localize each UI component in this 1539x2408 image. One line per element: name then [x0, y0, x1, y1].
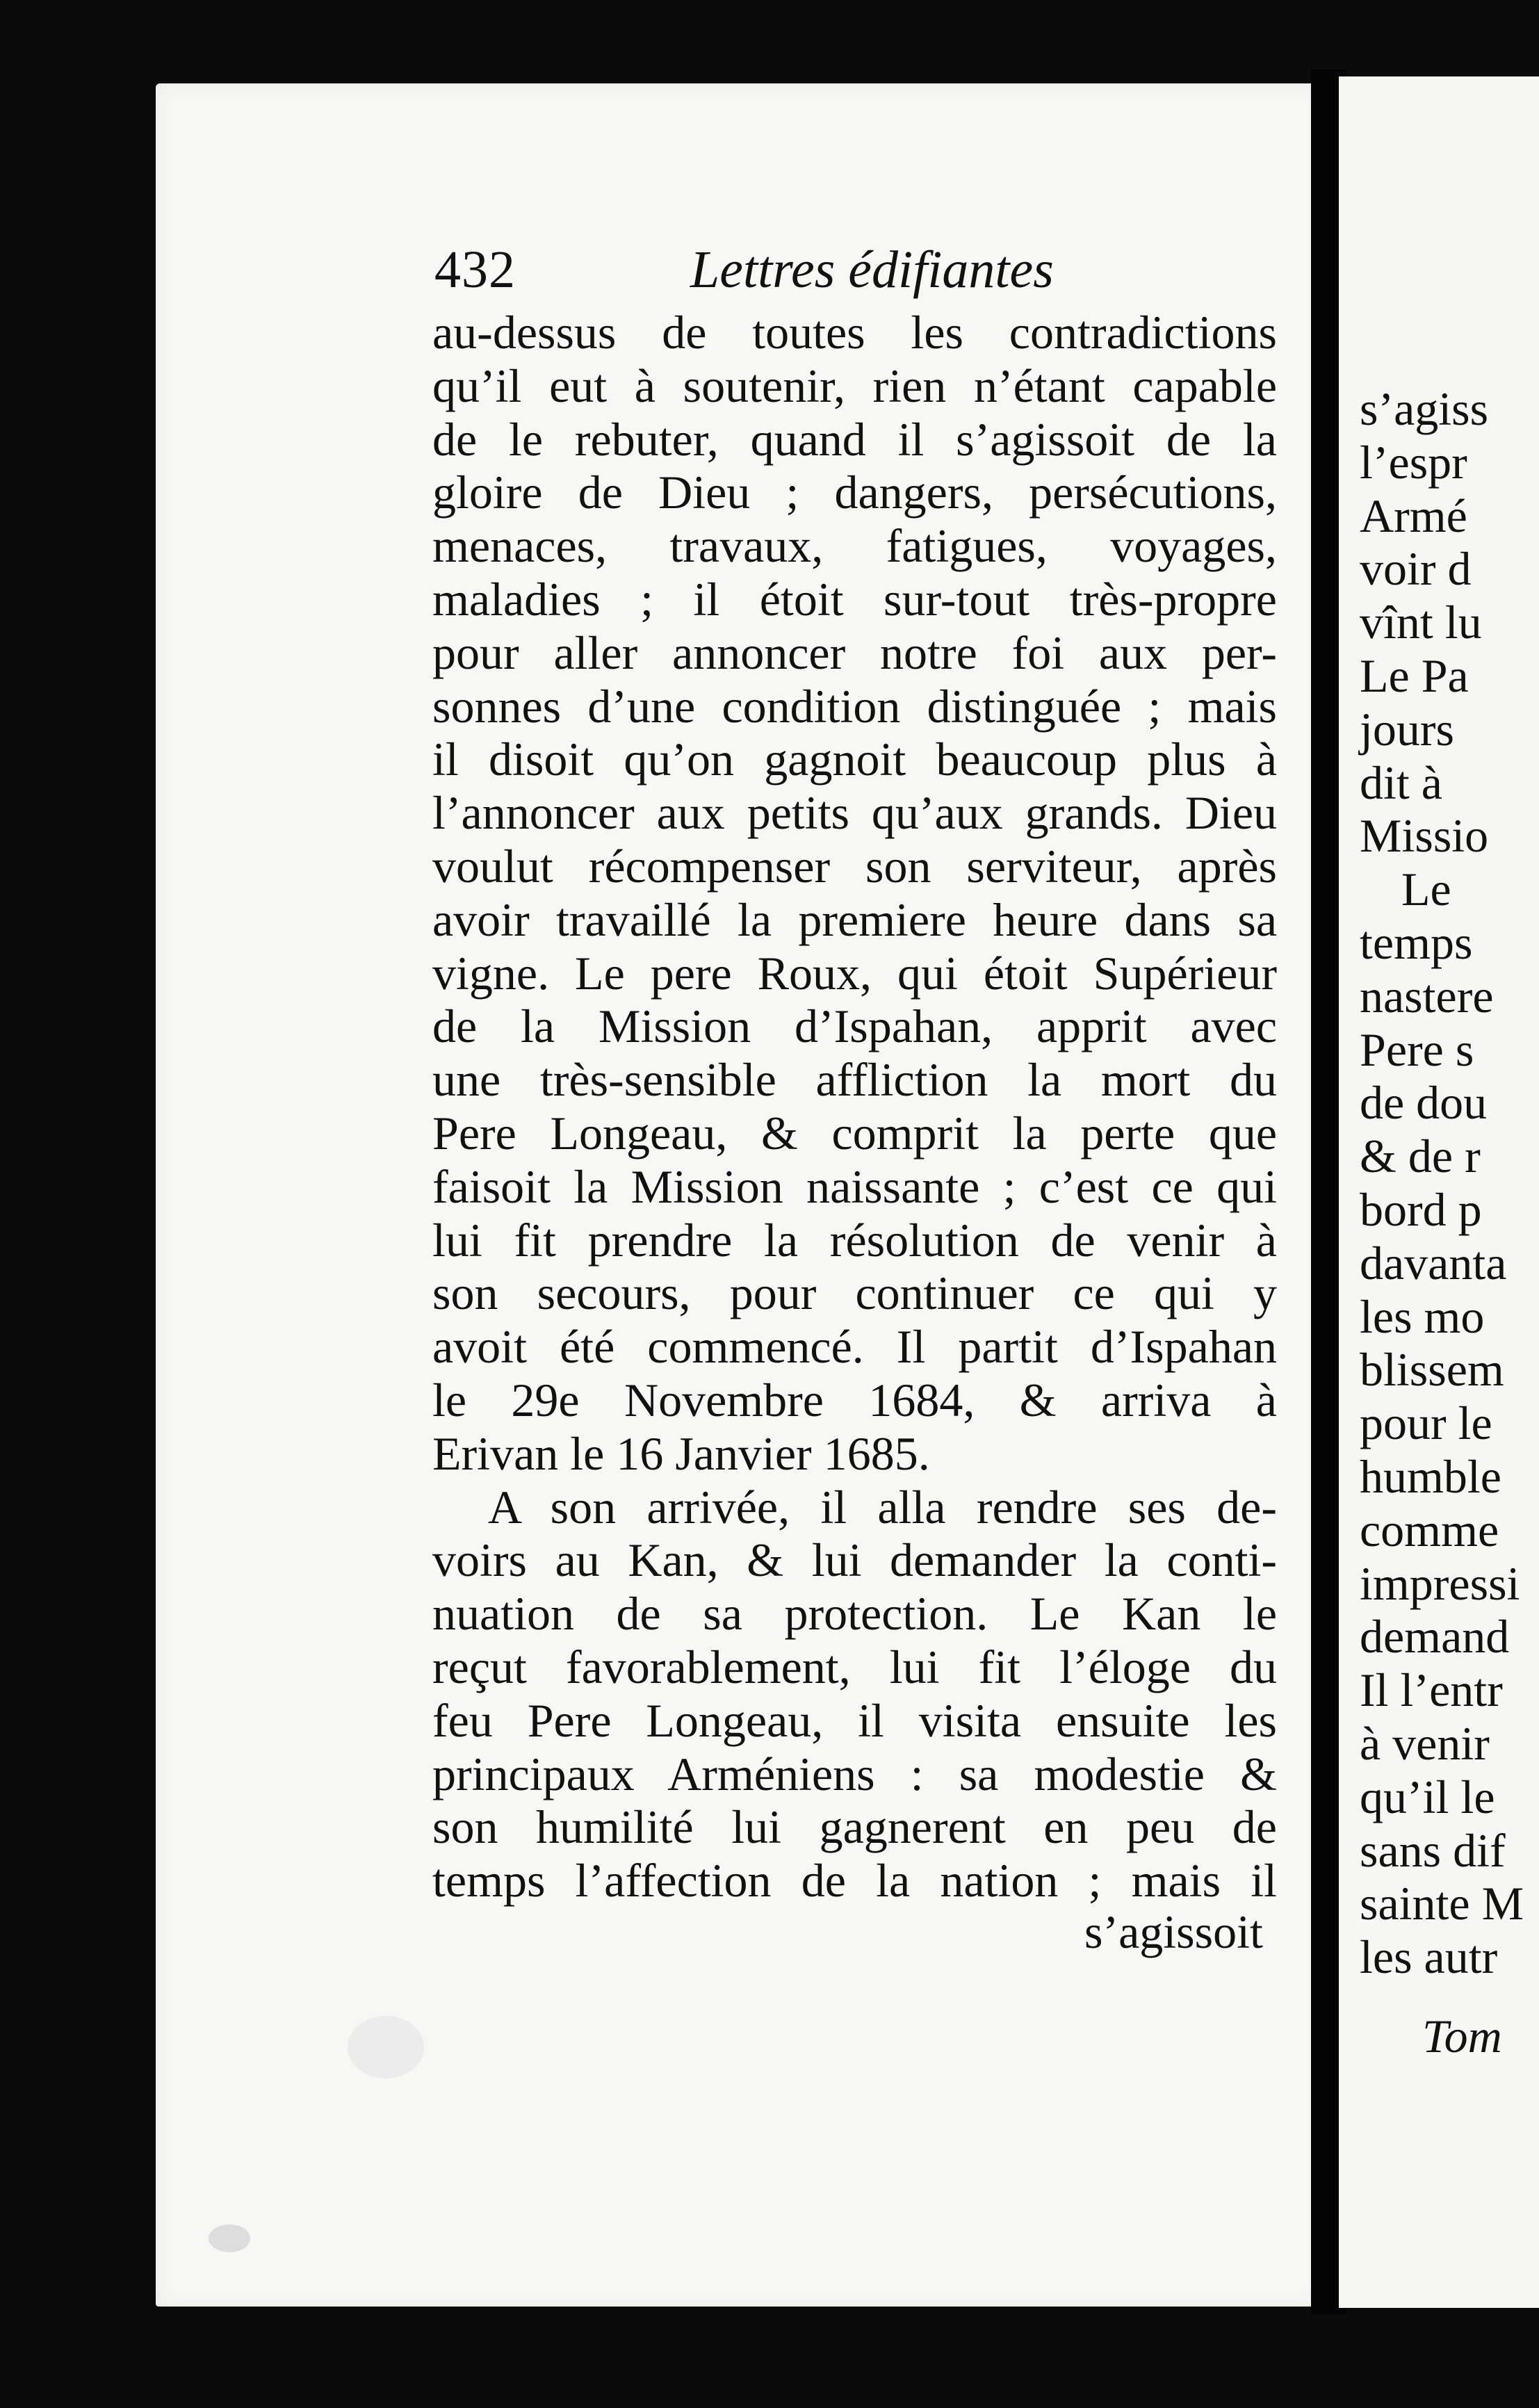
right-text-line: sainte M — [1360, 1877, 1524, 1930]
right-text-line: & de r — [1360, 1130, 1481, 1183]
text-line: de la Mission d’Ispahan, apprit avec — [432, 1000, 1277, 1053]
right-text-line: demand — [1360, 1610, 1510, 1663]
right-text-line: temps — [1360, 916, 1473, 969]
text-line: de le rebuter, quand il s’agissoit de la — [432, 412, 1277, 466]
right-text-line: à venir — [1360, 1716, 1490, 1770]
right-text-line: blissem — [1360, 1343, 1504, 1397]
right-text-line: l’espr — [1360, 435, 1467, 489]
text-line: il disoit qu’on gagnoit beaucoup plus à — [432, 733, 1277, 786]
right-text-line: Le Pa — [1360, 649, 1469, 702]
right-text-line: humble — [1360, 1449, 1501, 1503]
text-line: son humilité lui gagnerent en peu de — [432, 1800, 1277, 1854]
text-line: gloire de Dieu ; dangers, persécutions, — [432, 466, 1277, 519]
body-text — [432, 306, 1277, 1907]
text-line: au-dessus de toutes les contradictions — [432, 306, 1277, 359]
right-text-line: comme — [1360, 1503, 1499, 1556]
catchword: s’agissoit — [1084, 1905, 1263, 1958]
page-header — [434, 240, 1303, 309]
right-text-line: Pere s — [1360, 1023, 1474, 1076]
right-text-line: les mo — [1360, 1290, 1485, 1343]
text-line: qu’il eut à soutenir, rien n’étant capable — [432, 359, 1277, 412]
text-line: menaces, travaux, fatigues, voyages, — [432, 519, 1277, 573]
right-text-line: voir d — [1360, 542, 1472, 596]
text-line: lui fit prendre la résolution de venir à — [432, 1213, 1277, 1267]
text-line: avoit été commencé. Il partit d’Ispahan — [432, 1320, 1277, 1374]
text-line: maladies ; il étoit sur-tout très-propre — [432, 572, 1277, 626]
right-text-line: pour le — [1360, 1397, 1492, 1450]
right-text-line: dit à — [1360, 756, 1442, 809]
right-text-line: s’agiss — [1360, 382, 1489, 435]
right-text-line: vînt lu — [1360, 596, 1482, 649]
right-catchword: Tom — [1422, 2010, 1502, 2063]
text-line: principaux Arméniens : sa modestie & — [432, 1747, 1277, 1800]
right-text-line: jours — [1360, 702, 1454, 756]
right-text-line: impressi — [1360, 1556, 1520, 1610]
text-line: nuation de sa protection. Le Kan le — [432, 1587, 1277, 1641]
text-line: reçut favorablement, lui fit l’éloge du — [432, 1640, 1277, 1693]
text-line: l’annoncer aux petits qu’aux grands. Dieu — [432, 786, 1277, 840]
right-page-text — [1360, 382, 1539, 1984]
page-number: 432 — [434, 241, 516, 299]
right-text-line: davanta — [1360, 1236, 1507, 1290]
right-text-line: Missio — [1360, 809, 1489, 863]
running-title: Lettres édifiantes — [690, 241, 1054, 299]
text-line: avoir travaillé la premiere heure dans sa — [432, 893, 1277, 946]
right-text-line: les autr — [1360, 1930, 1498, 1984]
text-line: vigne. Le pere Roux, qui étoit Supérieur — [432, 946, 1277, 1000]
right-text-line: Le — [1401, 863, 1451, 916]
right-text-line: sans dif — [1360, 1823, 1506, 1877]
text-line: une très-sensible affliction la mort du — [432, 1053, 1277, 1107]
text-line: feu Pere Longeau, il visita ensuite les — [432, 1693, 1277, 1747]
text-line: voirs au Kan, & lui demander la conti- — [432, 1534, 1277, 1587]
text-line: le 29e Novembre 1684, & arriva à — [432, 1373, 1277, 1426]
text-line: temps l’affection de la nation ; mais il — [432, 1854, 1277, 1907]
right-text-line: bord p — [1360, 1182, 1482, 1236]
text-line: pour aller annoncer notre foi aux per- — [432, 626, 1277, 679]
text-line: voulut récompenser son serviteur, après — [432, 839, 1277, 893]
text-line: A son arrivée, il alla rendre ses de- — [488, 1480, 1277, 1534]
right-text-line: de dou — [1360, 1076, 1488, 1130]
right-text-line: Armé — [1360, 489, 1467, 542]
text-line: faisoit la Mission naissante ; c’est ce qui — [432, 1160, 1277, 1213]
right-text-line: qu’il le — [1360, 1770, 1495, 1823]
right-page — [1339, 76, 1539, 2308]
text-line: Erivan le 16 Janvier 1685. — [432, 1426, 930, 1480]
text-line: sonnes d’une condition distinguée ; mais — [432, 679, 1277, 733]
text-line: son secours, pour continuer ce qui y — [432, 1267, 1277, 1320]
right-text-line: Il l’entr — [1360, 1663, 1503, 1717]
right-text-line: nastere — [1360, 969, 1494, 1023]
text-line: Pere Longeau, & comprit la perte que — [432, 1106, 1277, 1160]
